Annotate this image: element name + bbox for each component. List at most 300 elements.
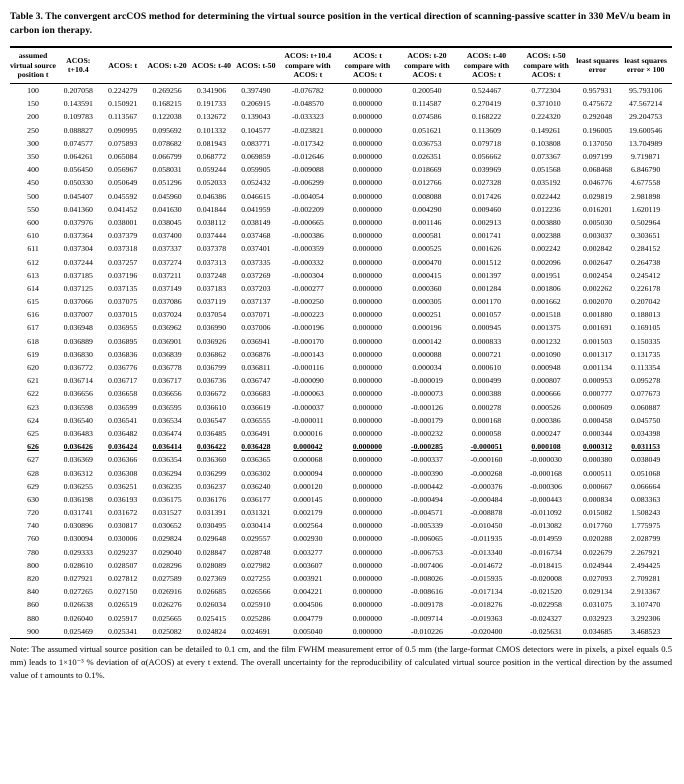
table-cell: 0.036255: [63, 481, 93, 491]
table-cell: 0.000000: [352, 363, 383, 373]
table-cell: 0.000000: [352, 600, 383, 610]
table-cell: 0.000667: [582, 481, 613, 491]
table-cell: 0.000000: [352, 534, 383, 544]
table-cell: -0.005339: [411, 521, 443, 531]
table-cell: 0.000000: [352, 574, 383, 584]
table-cell: 2.709281: [631, 574, 661, 584]
table-cell: -0.000376: [470, 481, 503, 491]
table-cell: 0.001397: [471, 270, 502, 280]
table-cell: 0.502964: [631, 217, 661, 227]
table-cell: 0.139043: [241, 112, 271, 122]
table-cell: 0.000953: [582, 376, 613, 386]
table-cell: 0.026638: [63, 600, 93, 610]
table-cell: -0.018276: [470, 600, 503, 610]
table-cell: 0.037203: [241, 283, 271, 293]
table-cell: 0.113567: [108, 112, 138, 122]
table-cell: 0.000458: [582, 415, 613, 425]
table-cell: 618: [27, 336, 39, 346]
table-cell: 0.078682: [152, 138, 182, 148]
table-row: [10, 348, 672, 361]
table-cell: 2.494425: [631, 560, 661, 570]
table-cell: 0.045960: [152, 191, 182, 201]
table-row: [10, 216, 672, 229]
table-cell: 0.037401: [241, 244, 271, 254]
table-cell: 0.103808: [531, 138, 561, 148]
table-row: [10, 97, 672, 110]
table-row: [10, 493, 672, 506]
table-cell: 0.001806: [531, 283, 561, 293]
table-cell: 0.143591: [63, 99, 93, 109]
table-cell: 0.002070: [582, 297, 613, 307]
table-cell: 0.137050: [582, 138, 613, 148]
col-header-acos-t-minus-40: ACOS: t-40: [191, 60, 232, 70]
table-cell: 760: [27, 534, 39, 544]
table-cell: 0.030652: [152, 521, 182, 531]
table-cell: 0.028089: [196, 560, 227, 570]
table-cell: 0.074586: [412, 112, 442, 122]
table-cell: 627: [27, 455, 39, 465]
table-cell: 0.371010: [531, 99, 561, 109]
table-cell: 0.036354: [152, 455, 182, 465]
table-cell: 0.036772: [63, 363, 93, 373]
table-cell: 0.036175: [152, 494, 182, 504]
table-cell: -0.000126: [411, 402, 443, 412]
table-cell: 0.000000: [352, 468, 383, 478]
table-cell: 0.037149: [152, 283, 182, 293]
table-cell: 0.030414: [241, 521, 271, 531]
table-cell: 0.000000: [352, 349, 383, 359]
table-cell: 0.000000: [352, 428, 383, 438]
table-cell: 0.031527: [152, 508, 182, 518]
table-footnote: Note: The assumed virtual source position can be detailed to 0.1 cm, and the film FWHM measurement error of 0.5 mm (the large-format CMOS detectors were in pixels, a pixel equals 0.5 mm) leads to 1×10⁻³ % deviation of α(ACOS) at every t extend. The overall uncertainty for the reproducibility of calculated virtual source position in the vertical direction by the assumed value of t amounts to 0.1%.: [10, 643, 672, 681]
table-cell: 0.037196: [108, 270, 138, 280]
table-cell: 613: [27, 270, 39, 280]
table-cell: 0.052432: [241, 178, 271, 188]
table-cell: 0.036799: [196, 363, 227, 373]
table-cell: 0.000386: [531, 415, 561, 425]
table-cell: 350: [27, 152, 39, 162]
table-cell: 0.000000: [352, 217, 383, 227]
table-cell: 0.095278: [631, 376, 661, 386]
table-cell: -0.000170: [291, 336, 324, 346]
table-cell: 0.036658: [108, 389, 138, 399]
table-row: [10, 242, 672, 255]
table-cell: -0.020008: [530, 574, 562, 584]
table-cell: 0.038149: [241, 217, 271, 227]
table-cell: 0.122038: [152, 112, 182, 122]
table-row: [10, 308, 672, 321]
table-cell: 0.083363: [631, 494, 661, 504]
table-cell: -0.000268: [470, 468, 503, 478]
table-cell: 0.036901: [152, 336, 182, 346]
table-cell: 0.207042: [631, 297, 661, 307]
table-cell: 0.036656: [63, 389, 93, 399]
table-cell: 0.036428: [241, 442, 271, 452]
table-cell: 900: [27, 626, 39, 636]
table-cell: 0.002388: [531, 231, 561, 241]
col-header-acos-t-minus-50: ACOS: t-50: [236, 60, 276, 70]
table-cell: 100: [27, 86, 39, 96]
table-cell: 0.029824: [152, 534, 182, 544]
table-cell: 0.000609: [582, 402, 613, 412]
table-cell: 450: [27, 178, 39, 188]
table-cell: 0.001170: [472, 297, 501, 307]
table-cell: 0.090995: [108, 125, 138, 135]
table-cell: 0.003607: [293, 560, 323, 570]
table-cell: 0.036839: [152, 349, 182, 359]
table-cell: 0.037135: [108, 283, 138, 293]
table-cell: 0.000526: [531, 402, 561, 412]
table-row: [10, 203, 672, 216]
table-cell: 0.051568: [531, 165, 561, 175]
table-cell: -0.000030: [530, 455, 562, 465]
table-cell: 0.025082: [152, 626, 182, 636]
table-cell: 0.036656: [152, 389, 182, 399]
table-cell: 0.028507: [108, 560, 138, 570]
table-cell: 0.074577: [63, 138, 93, 148]
table-cell: 0.026566: [241, 587, 271, 597]
table-cell: 0.037337: [152, 244, 182, 254]
table-row: [10, 269, 672, 282]
table-cell: 0.104577: [241, 125, 271, 135]
table-cell: 0.001741: [471, 231, 502, 241]
table-cell: 0.037015: [108, 310, 138, 320]
table-cell: 0.016201: [582, 204, 613, 214]
table-cell: 860: [27, 600, 39, 610]
table-cell: 0.002564: [293, 521, 323, 531]
table-cell: 0.036610: [196, 402, 227, 412]
table-row: [10, 137, 672, 150]
table-cell: 626: [27, 442, 39, 452]
table-cell: 0.000168: [471, 415, 502, 425]
table-cell: -0.010226: [411, 626, 443, 636]
table-cell: 0.149261: [531, 125, 561, 135]
table-cell: 0.207058: [63, 86, 93, 96]
table-cell: -0.000143: [291, 349, 324, 359]
table-cell: 0.029648: [196, 534, 227, 544]
table-cell: 13.704989: [629, 138, 663, 148]
table-cell: 0.000142: [412, 336, 442, 346]
table-cell: -0.000019: [411, 376, 443, 386]
table-cell: 0.000247: [531, 428, 561, 438]
table-cell: -0.016734: [530, 547, 562, 557]
table-cell: 0.030006: [108, 534, 138, 544]
table-cell: 0.036619: [241, 402, 271, 412]
table-cell: 0.038112: [197, 217, 226, 227]
table-cell: 0.036299: [196, 468, 227, 478]
table-row: [10, 110, 672, 123]
table-cell: 0.037269: [241, 270, 271, 280]
table-cell: 1.508243: [631, 508, 661, 518]
table-cell: 0.000312: [582, 442, 613, 452]
table-row: [10, 546, 672, 559]
table-cell: -0.015935: [470, 574, 503, 584]
table-cell: -0.000051: [470, 442, 503, 452]
table-cell: 300: [27, 138, 39, 148]
table-cell: -0.009088: [291, 165, 324, 175]
table-cell: 0.027812: [108, 574, 138, 584]
table-cell: 0.075893: [108, 138, 138, 148]
table-cell: 0.000108: [531, 442, 561, 452]
table-row: [10, 163, 672, 176]
table-cell: -0.000332: [291, 257, 324, 267]
table-cell: 0.003037: [582, 231, 613, 241]
table-cell: 0.036424: [108, 442, 138, 452]
table-cell: 0.026351: [412, 152, 442, 162]
table-cell: 624: [27, 415, 39, 425]
table-cell: 820: [27, 574, 39, 584]
table-cell: 0.000000: [352, 99, 383, 109]
table-row: [10, 229, 672, 242]
table-cell: -0.004571: [411, 508, 443, 518]
table-cell: 0.036598: [63, 402, 93, 412]
table-cell: 0.341906: [196, 86, 227, 96]
table-cell: 0.037183: [196, 283, 227, 293]
table-cell: 0.027265: [63, 587, 93, 597]
table-cell: -0.000160: [470, 455, 503, 465]
table-cell: -0.000443: [530, 494, 562, 504]
table-cell: 0.015082: [582, 508, 613, 518]
table-cell: 0.038045: [152, 217, 182, 227]
table-cell: 0.036830: [63, 349, 93, 359]
table-cell: 622: [27, 389, 39, 399]
table-cell: 0.022679: [582, 547, 613, 557]
table-cell: -0.000277: [291, 283, 324, 293]
table-cell: 0.000000: [352, 297, 383, 307]
table-cell: 0.069859: [241, 152, 271, 162]
table-cell: 0.000000: [352, 481, 383, 491]
table-cell: 0.000196: [412, 323, 442, 333]
table-cell: 0.030495: [196, 521, 227, 531]
table-cell: 0.000000: [352, 560, 383, 570]
table-cell: 0.029134: [582, 587, 613, 597]
table-row: [10, 506, 672, 519]
table-cell: -0.008616: [411, 587, 443, 597]
table-cell: 0.003880: [531, 217, 561, 227]
table-cell: -0.002209: [291, 204, 324, 214]
table-cell: 0.004221: [293, 587, 323, 597]
table-cell: 0.000000: [352, 336, 383, 346]
table-cell: 0.101332: [196, 125, 227, 135]
table-cell: 0.051296: [152, 178, 182, 188]
table-cell: -0.022958: [530, 600, 562, 610]
table-cell: 0.038049: [631, 455, 661, 465]
table-cell: 0.036485: [196, 428, 227, 438]
table-cell: 0.002913: [471, 217, 502, 227]
table-cell: 0.029333: [63, 547, 93, 557]
table-cell: 0.000000: [352, 138, 383, 148]
table-row: [10, 335, 672, 348]
table-cell: 780: [27, 547, 39, 557]
table-cell: 2.981898: [631, 191, 661, 201]
table-cell: 0.028610: [63, 560, 93, 570]
table-cell: 0.000000: [352, 310, 383, 320]
table-cell: 0.052033: [196, 178, 227, 188]
table-cell: -0.048570: [291, 99, 324, 109]
table-cell: 0.000000: [352, 231, 383, 241]
table-cell: 0.037318: [108, 244, 138, 254]
table-cell: 0.001691: [582, 323, 613, 333]
table-row: [10, 585, 672, 598]
col-header-compare-t-minus-20: ACOS: t-20 compare with ACOS: t: [404, 50, 450, 80]
table-cell: 0.097199: [582, 152, 613, 162]
table-cell: 0.037313: [196, 257, 227, 267]
table-cell: 0.001090: [531, 349, 561, 359]
table-cell: 0.036491: [241, 428, 271, 438]
table-cell: 0.012236: [531, 204, 561, 214]
table-cell: 0.000068: [293, 455, 323, 465]
table-cell: 0.045407: [63, 191, 93, 201]
table-cell: 0.036474: [152, 428, 182, 438]
table-cell: -0.019363: [470, 613, 503, 623]
table-cell: -0.006299: [291, 178, 324, 188]
table-cell: 0.034685: [582, 626, 613, 636]
table-cell: 0.000000: [352, 112, 383, 122]
table-cell: 0.000000: [352, 283, 383, 293]
table-cell: 0.037244: [63, 257, 93, 267]
table-cell: 0.008088: [412, 191, 442, 201]
table-cell: 3.107470: [631, 600, 661, 610]
table-cell: 0.026040: [63, 613, 93, 623]
table-cell: 0.004779: [293, 613, 323, 623]
table-cell: 0.224320: [531, 112, 561, 122]
table-cell: 550: [27, 204, 39, 214]
table-cell: 4.677558: [631, 178, 661, 188]
table-cell: 0.000120: [293, 481, 323, 491]
table-cell: 0.036483: [63, 428, 93, 438]
table-cell: 0.002454: [582, 270, 613, 280]
table-cell: 0.036747: [241, 376, 271, 386]
table-cell: 0.000666: [531, 389, 561, 399]
table-cell: -0.012646: [291, 152, 324, 162]
table-cell: 0.036237: [196, 481, 227, 491]
table-cell: 0.077673: [631, 389, 661, 399]
table-cell: 619: [27, 349, 39, 359]
table-cell: 615: [27, 297, 39, 307]
table-cell: -0.000073: [411, 389, 443, 399]
table-cell: 250: [27, 125, 39, 135]
header-row: [10, 47, 672, 84]
table-cell: 0.003277: [293, 547, 323, 557]
table-cell: -0.013082: [530, 521, 562, 531]
table-cell: 0.079718: [471, 138, 502, 148]
table-cell: 617: [27, 323, 39, 333]
table-cell: 0.150921: [108, 99, 138, 109]
table-cell: -0.000665: [291, 217, 324, 227]
table-row: [10, 282, 672, 295]
table-cell: 0.000000: [352, 257, 383, 267]
table-cell: 0.000058: [471, 428, 502, 438]
table-cell: 0.000000: [352, 178, 383, 188]
table-cell: 0.027589: [152, 574, 182, 584]
table-row: [10, 625, 672, 639]
table-cell: 0.196005: [582, 125, 613, 135]
col-header-acos-t-minus-20: ACOS: t-20: [147, 60, 187, 70]
table-cell: -0.000390: [411, 468, 443, 478]
table-cell: 0.025917: [108, 613, 138, 623]
table-cell: 0.036753: [412, 138, 442, 148]
table-row: [10, 414, 672, 427]
table-cell: 0.000000: [352, 191, 383, 201]
table-cell: 0.004506: [293, 600, 323, 610]
table-cell: 0.036294: [152, 468, 182, 478]
table-cell: 0.002096: [531, 257, 561, 267]
table-cell: 0.036482: [108, 428, 138, 438]
table-cell: 0.000000: [352, 415, 383, 425]
table-cell: 0.000000: [352, 455, 383, 465]
table-row: [10, 295, 672, 308]
table-cell: -0.000168: [530, 468, 562, 478]
table-cell: 0.270419: [471, 99, 502, 109]
table-cell: 0.036547: [196, 415, 227, 425]
table-cell: 0.001951: [531, 270, 561, 280]
table-cell: 400: [27, 165, 39, 175]
table-cell: 0.037257: [108, 257, 138, 267]
table-cell: 0.009460: [471, 204, 502, 214]
table-cell: 0.036534: [152, 415, 182, 425]
table-cell: -0.024327: [530, 613, 562, 623]
table-cell: 0.027982: [241, 560, 271, 570]
table-cell: 0.036926: [196, 336, 227, 346]
table-row: [10, 466, 672, 479]
table-cell: 0.027369: [196, 574, 227, 584]
table-cell: 0.000305: [412, 297, 442, 307]
table-cell: 500: [27, 191, 39, 201]
table-cell: 0.034398: [631, 428, 661, 438]
table-row: [10, 480, 672, 493]
table-cell: 0.303651: [631, 231, 661, 241]
table-cell: 0.031321: [241, 508, 271, 518]
table-cell: 0.029819: [582, 191, 613, 201]
table-cell: 0.050330: [63, 178, 93, 188]
table-cell: 0.024691: [241, 626, 271, 636]
table-cell: 0.036811: [241, 363, 271, 373]
table-cell: 2.028799: [631, 534, 661, 544]
table-cell: -0.000063: [291, 389, 324, 399]
table-cell: 0.036177: [241, 494, 271, 504]
table-cell: 614: [27, 283, 39, 293]
table-cell: 0.030817: [108, 521, 138, 531]
table-cell: -0.014959: [530, 534, 562, 544]
table-cell: 0.000834: [582, 494, 613, 504]
table-cell: 0.000948: [531, 363, 561, 373]
table-cell: 0.025286: [241, 613, 271, 623]
table-cell: -0.010450: [470, 521, 503, 531]
table-cell: 0.081943: [196, 138, 227, 148]
table-cell: -0.025631: [530, 626, 562, 636]
table-cell: 0.036778: [152, 363, 182, 373]
table-cell: 0.031153: [631, 442, 661, 452]
table-caption: Table 3. The convergent arcCOS method for determining the virtual source position in the vertical direction of scanning-passive scatter in 330 MeV/u beam in carbon ion therapy.: [10, 11, 671, 37]
table-cell: 0.037444: [196, 231, 227, 241]
col-header-assumed-t: assumed virtual source position t: [10, 50, 57, 80]
table-cell: 0.036240: [241, 481, 271, 491]
table-cell: 0.001880: [582, 310, 613, 320]
table-cell: -0.033323: [291, 112, 324, 122]
table-cell: 0.001146: [412, 217, 442, 227]
table-cell: 0.000000: [352, 323, 383, 333]
table-cell: 0.000000: [352, 86, 383, 96]
table-cell: 0.001057: [471, 310, 502, 320]
table-cell: 0.029237: [108, 547, 138, 557]
table-cell: 0.037024: [152, 310, 182, 320]
table-cell: -0.007406: [411, 560, 443, 570]
table-cell: 0.036595: [152, 402, 182, 412]
table-cell: -0.006753: [411, 547, 443, 557]
table-cell: 600: [27, 217, 39, 227]
table-cell: 0.056662: [471, 152, 502, 162]
table-cell: 0.036540: [63, 415, 93, 425]
